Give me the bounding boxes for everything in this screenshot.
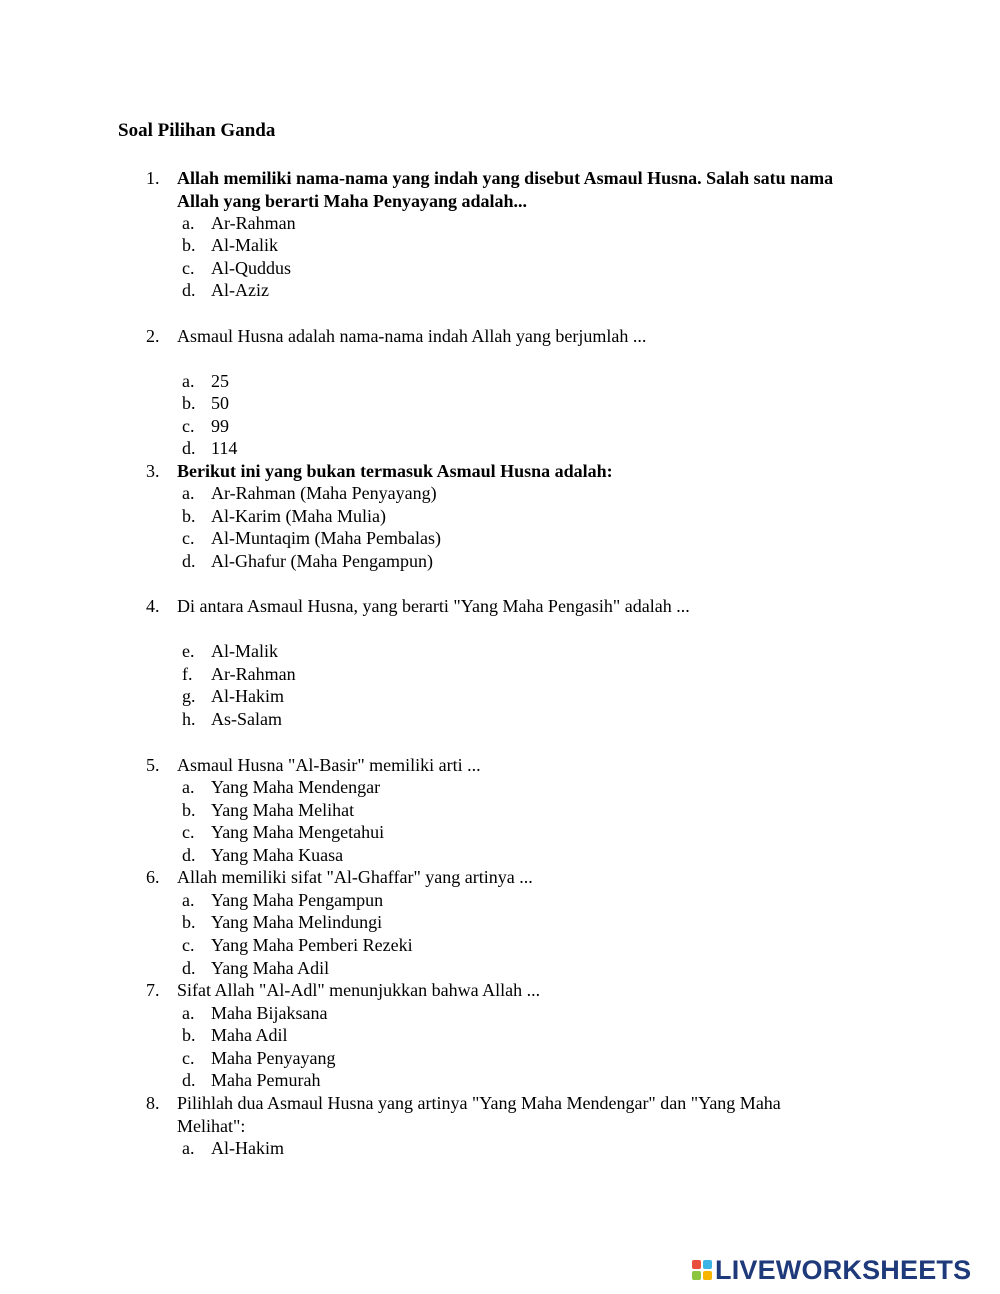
option-letter: d. bbox=[182, 958, 196, 978]
option-text: Al-Hakim bbox=[211, 686, 284, 706]
logo-tile-red bbox=[692, 1260, 701, 1269]
option-text: Ar-Rahman bbox=[211, 213, 296, 233]
option-letter: c. bbox=[182, 416, 195, 436]
question-text: Allah memiliki sifat "Al-Ghaffar" yang artinya ... bbox=[177, 867, 533, 887]
option-letter: h. bbox=[182, 709, 196, 729]
option-letter: c. bbox=[182, 822, 195, 842]
option-letter: b. bbox=[182, 393, 196, 413]
option-letter: a. bbox=[182, 213, 195, 233]
option-letter: a. bbox=[182, 1003, 195, 1023]
question-number: 5. bbox=[146, 755, 160, 775]
option-text: Ar-Rahman (Maha Penyayang) bbox=[211, 483, 437, 503]
option-letter: g. bbox=[182, 686, 196, 706]
option-text: As-Salam bbox=[211, 709, 282, 729]
question-number: 7. bbox=[146, 980, 160, 1000]
option-text: Yang Maha Pemberi Rezeki bbox=[211, 935, 413, 955]
option-text: Yang Maha Mendengar bbox=[211, 777, 381, 797]
liveworksheets-wordmark: LIVEWORKSHEETS bbox=[715, 1254, 972, 1285]
option-text: 99 bbox=[211, 416, 229, 436]
option-text: Al-Malik bbox=[211, 641, 278, 661]
option-letter: b. bbox=[182, 506, 196, 526]
option-text: Al-Muntaqim (Maha Pembalas) bbox=[211, 528, 441, 548]
option-text: 114 bbox=[211, 438, 238, 458]
question-text: Sifat Allah "Al-Adl" menunjukkan bahwa Allah ... bbox=[177, 980, 541, 1000]
option-letter: a. bbox=[182, 371, 195, 391]
option-text: Yang Maha Pengampun bbox=[211, 890, 384, 910]
option-text: Yang Maha Kuasa bbox=[211, 845, 344, 865]
option-text: Yang Maha Adil bbox=[211, 958, 330, 978]
option-text: Maha Adil bbox=[211, 1025, 288, 1045]
option-letter: a. bbox=[182, 1138, 195, 1158]
option-letter: d. bbox=[182, 280, 196, 300]
option-letter: a. bbox=[182, 483, 195, 503]
option-text: Al-Quddus bbox=[211, 258, 291, 278]
question-text: Asmaul Husna "Al-Basir" memiliki arti ... bbox=[177, 755, 481, 775]
option-letter: b. bbox=[182, 235, 196, 255]
question-text: Asmaul Husna adalah nama-nama indah Allah yang berjumlah ... bbox=[177, 326, 647, 346]
question-number: 1. bbox=[146, 168, 160, 188]
option-letter: f. bbox=[182, 664, 193, 684]
question-text: Pilihlah dua Asmaul Husna yang artinya "Yang Maha Mendengar" dan "Yang Maha Melihat": bbox=[177, 1093, 781, 1136]
option-letter: b. bbox=[182, 800, 196, 820]
option-letter: e. bbox=[182, 641, 195, 661]
option-text: Al-Ghafur (Maha Pengampun) bbox=[211, 551, 433, 571]
option-letter: a. bbox=[182, 890, 195, 910]
option-text: Yang Maha Mengetahui bbox=[211, 822, 385, 842]
option-letter: c. bbox=[182, 1048, 195, 1068]
option-text: Al-Karim (Maha Mulia) bbox=[211, 506, 386, 526]
question-text: Di antara Asmaul Husna, yang berarti "Yang Maha Pengasih" adalah ... bbox=[177, 596, 690, 616]
option-letter: a. bbox=[182, 777, 195, 797]
page-title: Soal Pilihan Ganda bbox=[118, 120, 276, 141]
question-text: Allah memiliki nama-nama yang indah yang disebut Asmaul Husna. Salah satu nama Allah yang berarti Maha Penyayang adalah... bbox=[177, 168, 834, 211]
option-letter: c. bbox=[182, 258, 195, 278]
option-text: Maha Penyayang bbox=[211, 1048, 336, 1068]
logo-tile-blue bbox=[703, 1260, 712, 1269]
option-text: Al-Aziz bbox=[211, 280, 269, 300]
question-number: 3. bbox=[146, 461, 160, 481]
option-text: Al-Malik bbox=[211, 235, 278, 255]
option-letter: b. bbox=[182, 1025, 196, 1045]
option-letter: d. bbox=[182, 551, 196, 571]
option-text: Maha Bijaksana bbox=[211, 1003, 328, 1023]
question-text: Berikut ini yang bukan termasuk Asmaul Husna adalah: bbox=[177, 461, 613, 481]
option-text: 25 bbox=[211, 371, 229, 391]
option-letter: d. bbox=[182, 1070, 196, 1090]
option-text: 50 bbox=[211, 393, 229, 413]
question-number: 4. bbox=[146, 596, 160, 616]
option-text: Yang Maha Melindungi bbox=[211, 912, 383, 932]
liveworksheets-logo bbox=[692, 1255, 971, 1285]
option-text: Al-Hakim bbox=[211, 1138, 284, 1158]
option-text: Maha Pemurah bbox=[211, 1070, 321, 1090]
option-letter: c. bbox=[182, 935, 195, 955]
option-text: Ar-Rahman bbox=[211, 664, 296, 684]
option-letter: c. bbox=[182, 528, 195, 548]
logo-tile-yellow bbox=[703, 1271, 712, 1280]
option-letter: b. bbox=[182, 912, 196, 932]
option-text: Yang Maha Melihat bbox=[211, 800, 355, 820]
option-letter: d. bbox=[182, 845, 196, 865]
question-number: 8. bbox=[146, 1093, 160, 1113]
question-number: 6. bbox=[146, 867, 160, 887]
logo-tile-green bbox=[692, 1271, 701, 1280]
liveworksheets-icon bbox=[692, 1260, 712, 1280]
option-letter: d. bbox=[182, 438, 196, 458]
question-number: 2. bbox=[146, 326, 160, 346]
